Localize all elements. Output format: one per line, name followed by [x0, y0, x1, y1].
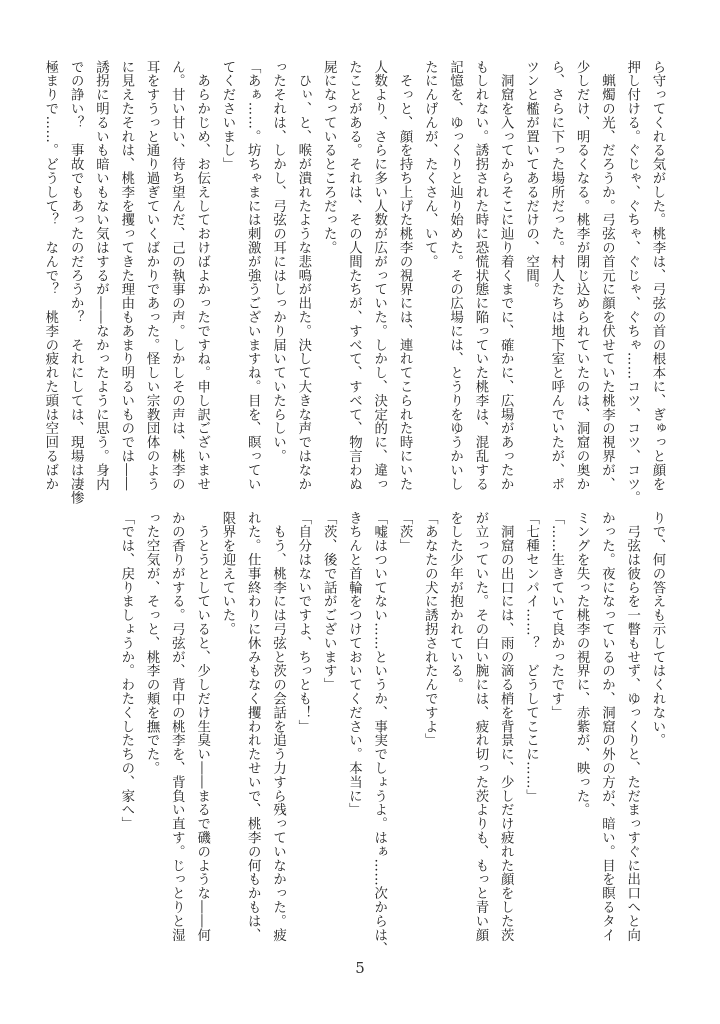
text-line: 押し付ける。ぐじゃ、ぐちゃ、ぐじゃ、ぐちゃ……コツ、コツ、コツ。 — [624, 60, 640, 505]
text-line: った空気が、そっと、桃李の頬を撫でた。 — [144, 511, 160, 776]
text-line: 「七種センパイ……？ どうしてここに……」 — [523, 511, 539, 803]
text-line: 「嘘はついてない……というか、事実でしょうよ。はぁ……次からは、 — [371, 511, 387, 956]
text-line: 弓弦は彼らを一瞥もせず、ゆっくりと、ただまっすぐに出口へと向 — [624, 511, 640, 942]
text-line: 洞窟を入ってからそこに辿り着くまでに、確かに、広場があったか — [498, 60, 514, 491]
text-line: 蝋燭の光、だろうか。弓弦の首元に顔を伏せていた桃李の視界が、 — [599, 60, 615, 491]
text-line: 「……生きていて良かったです」 — [548, 511, 564, 720]
text-line: 「あぁ……。坊ちゃまには刺激が強うございますね。目を、瞑ってい — [245, 60, 261, 491]
text-line: ツンと檻が置いてあるだけの、空間。 — [523, 60, 539, 297]
text-line: をした少年が抱かれている。 — [447, 511, 463, 692]
text-line: 「あなたの犬に誘拐されたんですよ」 — [422, 511, 438, 748]
text-line: そっと、顔を持ち上げた桃李の視界には、連れてこられた時にいた — [397, 60, 413, 491]
page-number: 5 — [355, 959, 365, 977]
text-line: ん。甘い甘い、待ち望んだ、己の執事の声。しかしその声は、桃李の — [169, 60, 185, 491]
text-line: 限界を迎えていた。 — [219, 511, 235, 637]
text-line: たにんげんが、たくさん、いて。 — [422, 60, 438, 269]
text-line: に見えたそれは、桃李を攫ってきた理由もあまり明るいものでは―― — [118, 60, 134, 491]
text-line: りで、何の答えも示してはくれない。 — [650, 511, 665, 748]
text-line: あらかじめ、お伝えしておけばよかったですね。申し訳ございませ — [194, 60, 210, 491]
text-line: てくださいまし」 — [219, 60, 235, 172]
text-line: 少しだけ、明るくなる。桃李が閉じ込められていたのは、洞窟の奥か — [574, 60, 590, 491]
text-line: 洞窟の出口には、雨の滴る梢を背景に、少しだけ疲れた顔をした茨 — [498, 511, 514, 942]
text-line: での諍い？ 事故でもあったのだろうか？ それにしては、現場は凄惨 — [68, 60, 84, 505]
text-line: 「では、戻りましょうか。わたくしたちの、家へ」 — [118, 511, 134, 831]
text-line: ミングを失った桃李の視界に、赤紫が、映った。 — [574, 511, 590, 817]
text-line: が立っていた。その白い腕には、疲れ切った茨よりも、もっと青い顔 — [472, 511, 488, 942]
text-line: ひぃ、と、喉が潰れたような悲鳴が出た。決して大きな声ではなか — [295, 60, 311, 491]
text-line: 「自分はないですよ、ちっとも！」 — [295, 511, 311, 734]
text-line: 「茨」 — [397, 511, 413, 553]
text-block-lower — [118, 511, 670, 956]
text-line: ら守ってくれる気がした。桃李は、弓弦の首の根本に、ぎゅっと顔を — [650, 60, 665, 491]
text-line: たことがある。それは、その人間たちが、すべて、すべて、物言わぬ — [346, 60, 362, 491]
text-line: うとうとしていると、少しだけ生臭い――まるで磯のような――何 — [194, 511, 210, 942]
text-line: もしれない。誘拐された時に恐慌状態に陥っていた桃李は、混乱する — [472, 60, 488, 491]
text-line: かった。夜になっているのか、洞窟の外の方が、暗い。目を瞑るタイ — [599, 511, 615, 942]
text-line: 誘拐に明るいも暗いもない気はするが――なかったように思う。身内 — [93, 60, 109, 491]
text-line: 「茨、後で話がございます」 — [321, 511, 337, 692]
text-line: 記憶を、ゆっくりと辿り始めた。その広場には、とうりをゆうかいし — [447, 60, 463, 491]
text-line: 耳をすうっと通り過ぎていくばかりであった。怪しい宗教団体のよう — [144, 60, 160, 491]
text-line: 極まりで……。どうして？ なんで？ 桃李の疲れた頭は空回るばか — [42, 60, 58, 491]
text-line: もう、桃李には弓弦と茨の会話を追う力すら残っていなかった。疲 — [270, 511, 286, 942]
text-block-upper — [42, 60, 670, 505]
text-line: ったそれは、しかし、弓弦の耳にはしっかり届いていたらしい。 — [270, 60, 286, 464]
text-line: 屍になっているところだった。 — [321, 60, 337, 255]
text-line: きちんと首輪をつけておいてください。本当に」 — [346, 511, 362, 817]
text-line: ら、さらに下った場所だった。村人たちは地下室と呼んでいたが、ポ — [548, 60, 564, 491]
text-line: れた。仕事終わりに休みもなく攫われたせいで、桃李の何もかもは、 — [245, 511, 261, 942]
text-line: 人数より、さらに多い人数が広がっていた。しかし、決定的に、違っ — [371, 60, 387, 491]
text-line: かの香りがする。弓弦が、背中の桃李を、背負い直す。じっとりと湿 — [169, 511, 185, 942]
